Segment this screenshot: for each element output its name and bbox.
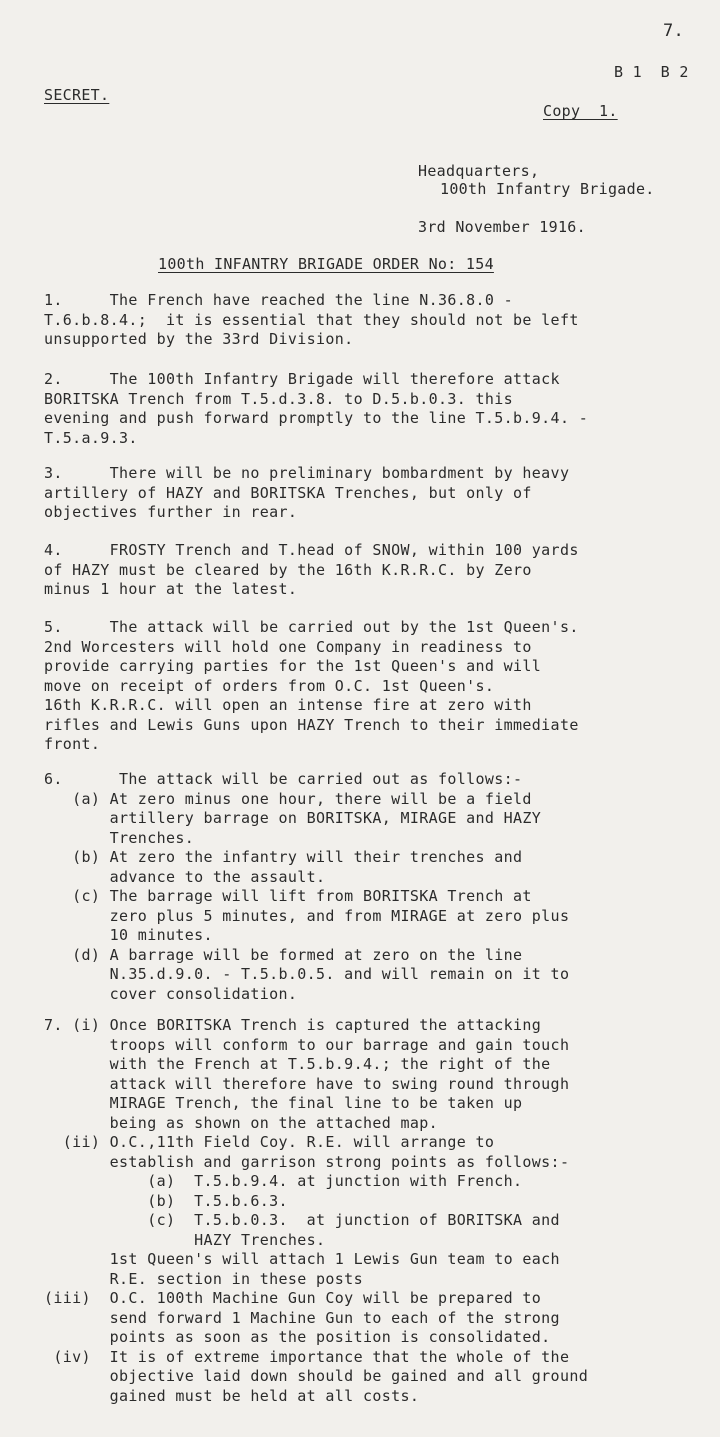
- reference-marks: B 1 B 2: [614, 63, 689, 81]
- text-line: (c) The barrage will lift from BORITSKA Trench at: [44, 887, 532, 905]
- text-line: unsupported by the 33rd Division.: [44, 330, 354, 348]
- text-line: (iii) O.C. 100th Machine Gun Coy will be prepared to: [44, 1289, 542, 1307]
- page-number: 7.: [663, 21, 685, 41]
- text-line: 1st Queen's will attach 1 Lewis Gun team to each: [44, 1250, 560, 1268]
- text-line: T.5.a.9.3.: [44, 428, 138, 447]
- text-line: 5. The attack will be carried out by the 1st Queen's.: [44, 618, 579, 636]
- text-line: troops will conform to our barrage and gain touch: [44, 1035, 570, 1054]
- classification-label: SECRET.: [44, 86, 110, 104]
- text-line: (a) T.5.b.9.4. at junction with French.: [44, 1172, 523, 1190]
- paragraph-6: [44, 770, 704, 1004]
- text-line: cover consolidation.: [44, 984, 298, 1003]
- text-line: rifles and Lewis Guns upon HAZY Trench to their immediate: [44, 715, 579, 734]
- text-line: with the French at T.5.b.9.4.; the right of the: [44, 1055, 551, 1073]
- text-line: of HAZY must be cleared by the 16th K.R.R.C. by Zero: [44, 560, 532, 579]
- paragraph-5: [44, 618, 704, 755]
- text-line: (b) At zero the infantry will their trenches and: [44, 848, 523, 866]
- text-line: 2. The 100th Infantry Brigade will therefore attack: [44, 370, 560, 388]
- text-line: attack will therefore have to swing round through: [44, 1074, 570, 1093]
- text-line: N.35.d.9.0. - T.5.b.0.5. and will remain on it to: [44, 965, 570, 983]
- text-line: being as shown on the attached map.: [44, 1113, 438, 1132]
- text-line: objective laid down should be gained and all ground: [44, 1367, 589, 1385]
- text-line: (c) T.5.b.0.3. at junction of BORITSKA and: [44, 1211, 560, 1229]
- text-line: 2nd Worcesters will hold one Company in readiness to: [44, 637, 532, 656]
- order-date: 3rd November 1916.: [418, 218, 586, 236]
- text-line: minus 1 hour at the latest.: [44, 580, 298, 598]
- text-line: move on receipt of orders from O.C. 1st Queen's.: [44, 676, 495, 695]
- text-line: 16th K.R.R.C. will open an intense fire at zero with: [44, 696, 532, 714]
- text-line: artillery barrage on BORITSKA, MIRAGE and HAZY: [44, 809, 542, 827]
- text-line: 7. (i) Once BORITSKA Trench is captured the attacking: [44, 1016, 542, 1034]
- text-line: 10 minutes.: [44, 926, 213, 944]
- text-line: front.: [44, 735, 101, 753]
- text-line: (b) T.5.b.6.3.: [44, 1191, 288, 1210]
- order-title: 100th INFANTRY BRIGADE ORDER No: 154: [158, 255, 494, 273]
- header-line-2: 100th Infantry Brigade.: [440, 180, 655, 198]
- text-line: HAZY Trenches.: [44, 1230, 326, 1249]
- text-line: establish and garrison strong points as follows:-: [44, 1152, 570, 1171]
- paragraph-3: [44, 464, 704, 523]
- text-line: BORITSKA Trench from T.5.d.3.8. to D.5.b.0.3. this: [44, 389, 514, 408]
- text-line: (ii) O.C.,11th Field Coy. R.E. will arrange to: [44, 1133, 495, 1151]
- header-line-1: Headquarters,: [418, 162, 540, 180]
- text-line: 3. There will be no preliminary bombardment by heavy: [44, 464, 570, 482]
- text-line: send forward 1 Machine Gun to each of the strong: [44, 1308, 560, 1327]
- text-line: 1. The French have reached the line N.36.8.0 -: [44, 291, 514, 309]
- text-line: artillery of HAZY and BORITSKA Trenches, but only of: [44, 483, 532, 502]
- text-line: provide carrying parties for the 1st Queen's and will: [44, 657, 542, 675]
- copy-number: Copy 1.: [543, 102, 618, 120]
- text-line: points as soon as the position is consolidated.: [44, 1328, 551, 1346]
- text-line: objectives further in rear.: [44, 503, 298, 521]
- text-line: gained must be held at all costs.: [44, 1386, 420, 1405]
- text-line: advance to the assault.: [44, 867, 326, 886]
- text-line: R.E. section in these posts: [44, 1269, 363, 1288]
- text-line: (d) A barrage will be formed at zero on the line: [44, 945, 523, 964]
- paragraph-7: [44, 1016, 704, 1406]
- text-line: (a) At zero minus one hour, there will be a field: [44, 789, 532, 808]
- paragraph-1: [44, 291, 704, 350]
- text-line: 6. The attack will be carried out as follows:-: [44, 770, 523, 788]
- text-line: 4. FROSTY Trench and T.head of SNOW, within 100 yards: [44, 541, 579, 559]
- text-line: Trenches.: [44, 828, 195, 847]
- text-line: (iv) It is of extreme importance that the whole of the: [44, 1347, 570, 1366]
- text-line: evening and push forward promptly to the line T.5.b.9.4. -: [44, 409, 589, 427]
- text-line: MIRAGE Trench, the final line to be taken up: [44, 1094, 523, 1112]
- paragraph-2: [44, 370, 704, 448]
- paragraph-4: [44, 541, 704, 600]
- text-line: zero plus 5 minutes, and from MIRAGE at zero plus: [44, 906, 570, 925]
- text-line: T.6.b.8.4.; it is essential that they should not be left: [44, 310, 579, 329]
